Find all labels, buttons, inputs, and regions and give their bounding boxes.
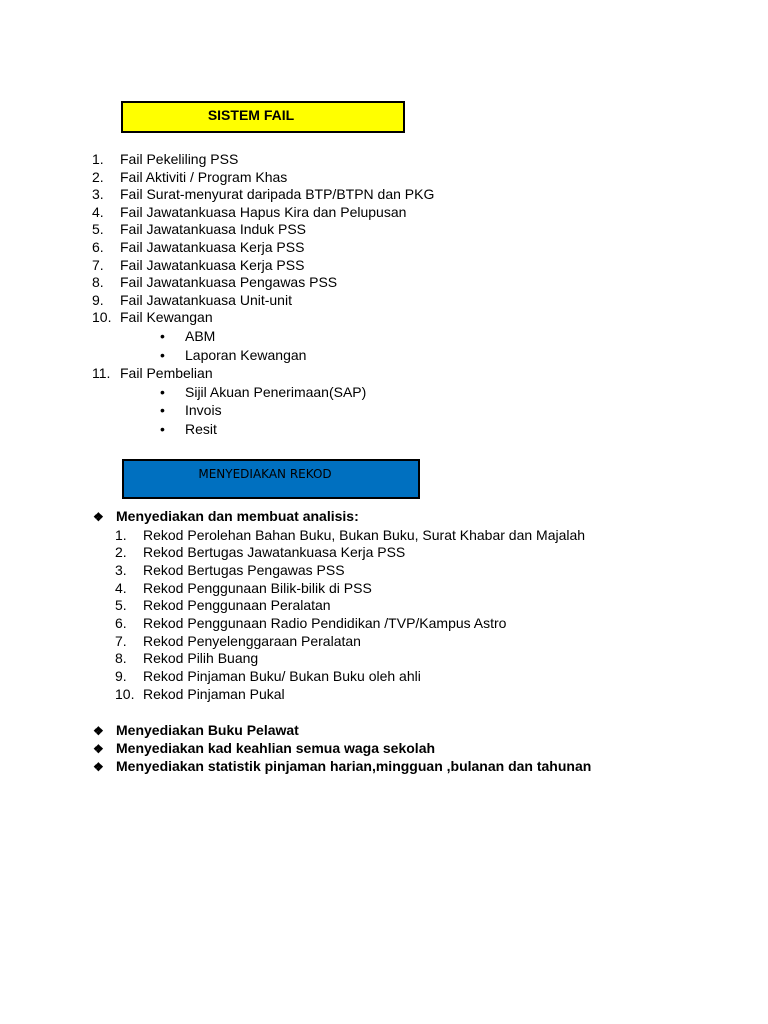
diamond-bullet-icon: ❖ [93, 741, 104, 756]
bullet-icon: • [160, 347, 165, 363]
diamond-bullet-icon: ❖ [93, 759, 104, 774]
menyediakan-rekod-heading-box [122, 459, 420, 499]
document-page: SISTEM FAIL 1. Fail Pekeliling PSS 2. Fail Aktiviti / Program Khas 3. Fail Surat-menyurat daripada BTP/BTPN dan PKG 4. Fail Jawatankuasa Hapus Kira dan Pelupusan 5. Fail Jawatankuasa Induk PSS 6. Fail Jawatankuasa Kerja PSS 7. Fail Jawatankuasa Kerja PSS 8. Fail Jawatankuasa Pengawas PSS 9. Fail Jawatankuasa Unit-unit 10. Fail Kewangan • ABM • Laporan Kewangan 11. Fail Pembelian • Sijil Akuan Penerimaan(SAP) • Invois • Resit MENYEDIAKAN REKOD ❖ Menyediakan dan membuat analisis: 1. Rekod Perolehan Bahan Buku, Bukan Buku, Surat Khabar dan Majalah 2. Rekod Bertugas Jawatankuasa Kerja PSS 3. Rekod Bertugas Pengawas PSS 4. Rekod Penggunaan Bilik-bilik di PSS 5. Rekod Penggunaan Peralatan 6. Rekod Penggunaan Radio Pendidikan /TVP/Kampus Astro 7. Rekod Penyelenggaraan Peralatan 8. Rekod Pilih Buang 9. Rekod Pinjaman Buku/ Bukan Buku oleh ahli 10. Rekod Pinjaman Pukal ❖ Menyediakan Buku Pelawat ❖ Menyediakan kad keahlian semua waga sekolah ❖ Menyediakan statistik pinjaman harian,mingguan ,bulanan dan tahunan [0, 0, 768, 1024]
bullet-icon: • [160, 421, 165, 437]
sistem-fail-heading-box [121, 101, 405, 133]
diamond-bullet-icon: ❖ [93, 723, 104, 738]
bullet-icon: • [160, 384, 165, 400]
bullet-icon: • [160, 402, 165, 418]
sistem-fail-heading: SISTEM FAIL [207, 107, 295, 123]
diamond-bullet-icon: ❖ [93, 510, 104, 524]
menyediakan-rekod-heading: MENYEDIAKAN REKOD [198, 467, 332, 481]
bullet-icon: • [160, 328, 165, 344]
